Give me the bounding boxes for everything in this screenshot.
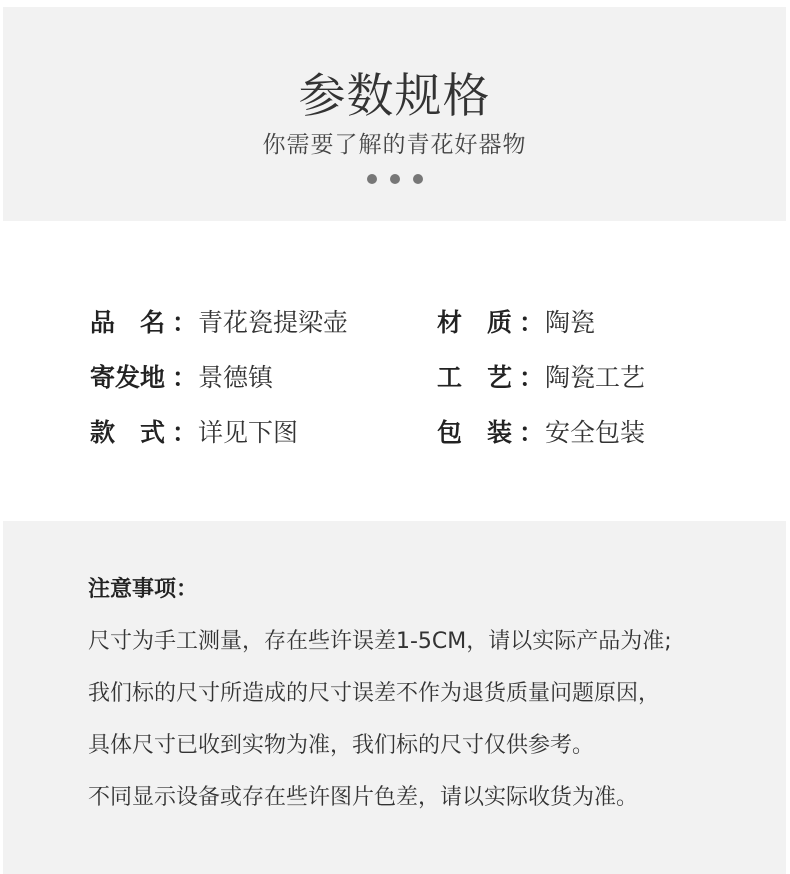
note-line: 不同显示设备或存在些许图片色差，请以实际收货为准。 xyxy=(88,785,639,810)
spec-value: 景德镇 xyxy=(198,363,274,392)
page-subtitle: 你需要了解的青花好器物 xyxy=(262,132,527,158)
spec-colon: ： xyxy=(172,363,198,392)
spec-item-material xyxy=(437,303,595,343)
notes-title: 注意事项： xyxy=(88,577,199,602)
decorative-dots xyxy=(3,174,786,184)
notes-panel xyxy=(3,521,786,874)
spec-value: 陶瓷 xyxy=(545,308,596,337)
spec-colon: ： xyxy=(172,418,198,447)
spec-colon: ： xyxy=(519,308,545,337)
spec-label: 包 装 xyxy=(437,418,513,447)
spec-value: 详见下图 xyxy=(198,418,299,447)
spec-colon: ： xyxy=(519,363,545,392)
dot-icon xyxy=(413,174,423,184)
spec-colon: ： xyxy=(519,418,545,447)
spec-item-style xyxy=(90,413,298,453)
spec-value: 陶瓷工艺 xyxy=(545,363,646,392)
spec-item-origin xyxy=(90,358,273,398)
spec-item-name xyxy=(90,303,348,343)
note-line: 具体尺寸已收到实物为准，我们标的尺寸仅供参考。 xyxy=(88,733,595,758)
specs-section xyxy=(90,303,710,473)
note-line: 我们标的尺寸所造成的尺寸误差不作为退货质量问题原因， xyxy=(88,681,661,706)
spec-value: 安全包装 xyxy=(545,418,646,447)
spec-item-packaging xyxy=(437,413,645,453)
spec-label: 工 艺 xyxy=(437,363,513,392)
spec-label: 款 式 xyxy=(90,418,166,447)
spec-value: 青花瓷提梁壶 xyxy=(198,308,349,337)
spec-label: 材 质 xyxy=(437,308,513,337)
spec-label: 品 名 xyxy=(90,308,166,337)
page-title: 参数规格 xyxy=(298,69,491,124)
dot-icon xyxy=(390,174,400,184)
header-panel xyxy=(3,7,786,221)
spec-label: 寄发地 xyxy=(90,363,166,392)
spec-colon: ： xyxy=(172,308,198,337)
dot-icon xyxy=(367,174,377,184)
spec-item-craft xyxy=(437,358,645,398)
note-line: 尺寸为手工测量，存在些许误差1-5CM，请以实际产品为准; xyxy=(88,629,672,654)
